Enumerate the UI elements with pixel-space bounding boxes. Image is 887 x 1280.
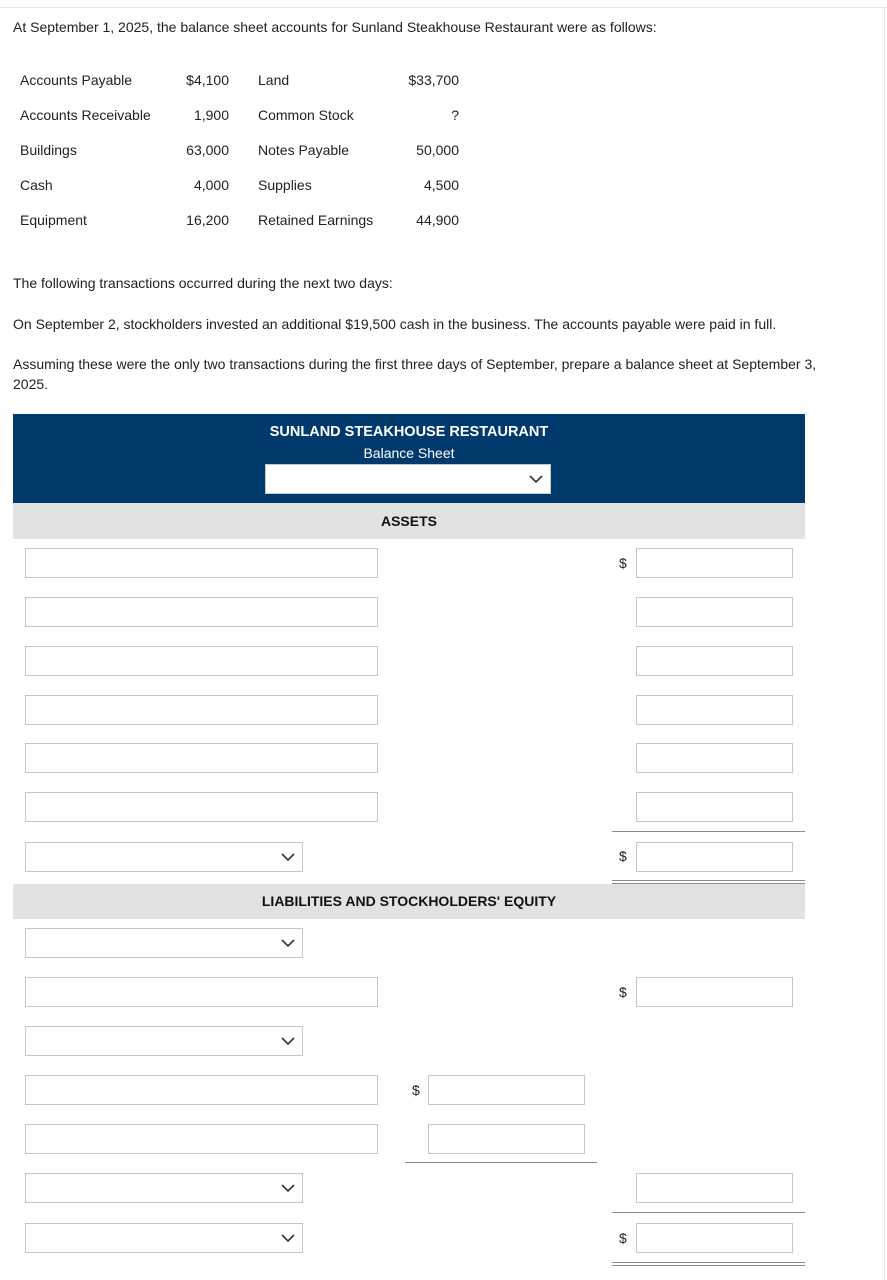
asset-amount-input[interactable]	[636, 646, 793, 676]
account-balances-table	[20, 62, 459, 237]
account-value: 50,000	[416, 141, 459, 158]
asset-amount-input[interactable]	[636, 743, 793, 773]
account-value: ?	[451, 106, 459, 123]
chevron-down-icon	[280, 1180, 296, 1196]
asset-name-input[interactable]	[25, 792, 378, 822]
company-name: SUNLAND STEAKHOUSE RESTAURANT	[269, 424, 549, 440]
currency-symbol: $	[619, 984, 627, 1000]
transactions-intro: The following transactions occurred during the next two days:	[13, 275, 393, 291]
currency-symbol: $	[619, 1230, 627, 1246]
liabilities-heading-select[interactable]	[25, 928, 303, 958]
assets-section-header: ASSETS	[13, 503, 805, 539]
equity-heading-select[interactable]	[25, 1026, 303, 1056]
asset-amount-input[interactable]	[636, 792, 793, 822]
account-value: 63,000	[186, 141, 229, 158]
total-liabilities-equity-input[interactable]	[636, 1223, 793, 1253]
double-rule-top	[612, 880, 805, 881]
account-name: Land	[258, 71, 290, 88]
subtotal-rule	[612, 831, 805, 832]
currency-symbol: $	[412, 1082, 420, 1098]
account-value: 16,200	[186, 211, 229, 228]
liabilities-section-header: LIABILITIES AND STOCKHOLDERS' EQUITY	[13, 884, 805, 919]
account-row	[20, 97, 459, 132]
statement-title: Balance Sheet	[363, 445, 455, 461]
subtotal-rule	[405, 1162, 597, 1163]
total-assets-select[interactable]	[25, 842, 303, 872]
asset-name-input[interactable]	[25, 646, 378, 676]
total-liabilities-equity-select[interactable]	[25, 1223, 303, 1253]
account-value: $4,100	[186, 71, 229, 88]
double-rule-bottom	[612, 1265, 805, 1266]
total-equity-input[interactable]	[636, 1173, 793, 1203]
chevron-down-icon	[280, 935, 296, 951]
account-name: Cash	[20, 176, 53, 193]
asset-amount-input[interactable]	[636, 597, 793, 627]
chevron-down-icon	[280, 1033, 296, 1049]
problem-intro: At September 1, 2025, the balance sheet accounts for Sunland Steakhouse Restaurant were as follows:	[13, 19, 657, 35]
account-name: Accounts Payable	[20, 71, 133, 88]
currency-symbol: $	[619, 555, 627, 571]
asset-amount-input[interactable]	[636, 695, 793, 725]
account-value: 4,000	[193, 176, 229, 193]
transaction-text: On September 2, stockholders invested an additional $19,500 cash in the business. The accounts payable were paid in full.	[13, 316, 777, 332]
account-row	[20, 202, 459, 237]
account-value: $33,700	[408, 71, 459, 88]
account-row	[20, 132, 459, 167]
account-row	[20, 62, 459, 97]
account-row	[20, 167, 459, 202]
equity-amount-input[interactable]	[428, 1124, 585, 1154]
account-name: Common Stock	[258, 106, 354, 123]
double-rule-top	[612, 1262, 805, 1263]
asset-name-input[interactable]	[25, 548, 378, 578]
asset-amount-input[interactable]	[636, 548, 793, 578]
asset-name-input[interactable]	[25, 743, 378, 773]
account-name: Accounts Receivable	[20, 106, 151, 123]
chevron-down-icon	[280, 1230, 296, 1246]
chevron-down-icon	[280, 849, 296, 865]
date-select[interactable]	[265, 464, 551, 494]
equity-amount-input[interactable]	[428, 1075, 585, 1105]
equity-name-input[interactable]	[25, 1075, 378, 1105]
balance-sheet-header	[13, 414, 805, 503]
account-name: Notes Payable	[258, 141, 350, 158]
asset-name-input[interactable]	[25, 597, 378, 627]
total-equity-select[interactable]	[25, 1173, 303, 1203]
currency-symbol: $	[619, 848, 627, 864]
top-divider	[0, 7, 887, 8]
asset-name-input[interactable]	[25, 695, 378, 725]
account-value: 1,900	[193, 106, 229, 123]
liability-name-input[interactable]	[25, 977, 378, 1007]
account-name: Equipment	[20, 211, 87, 228]
subtotal-rule	[612, 1212, 805, 1213]
account-value: 4,500	[423, 176, 459, 193]
account-value: 44,900	[416, 211, 459, 228]
equity-name-input[interactable]	[25, 1124, 378, 1154]
chevron-down-icon	[528, 471, 544, 487]
account-name: Buildings	[20, 141, 77, 158]
total-assets-input[interactable]	[636, 842, 793, 872]
instruction-text: Assuming these were the only two transactions during the first three days of September, prepare a balance sheet at September 3, 2025.	[13, 356, 817, 392]
account-name: Supplies	[258, 176, 312, 193]
liability-amount-input[interactable]	[636, 977, 793, 1007]
account-name: Retained Earnings	[258, 211, 374, 228]
right-divider	[884, 7, 885, 1280]
